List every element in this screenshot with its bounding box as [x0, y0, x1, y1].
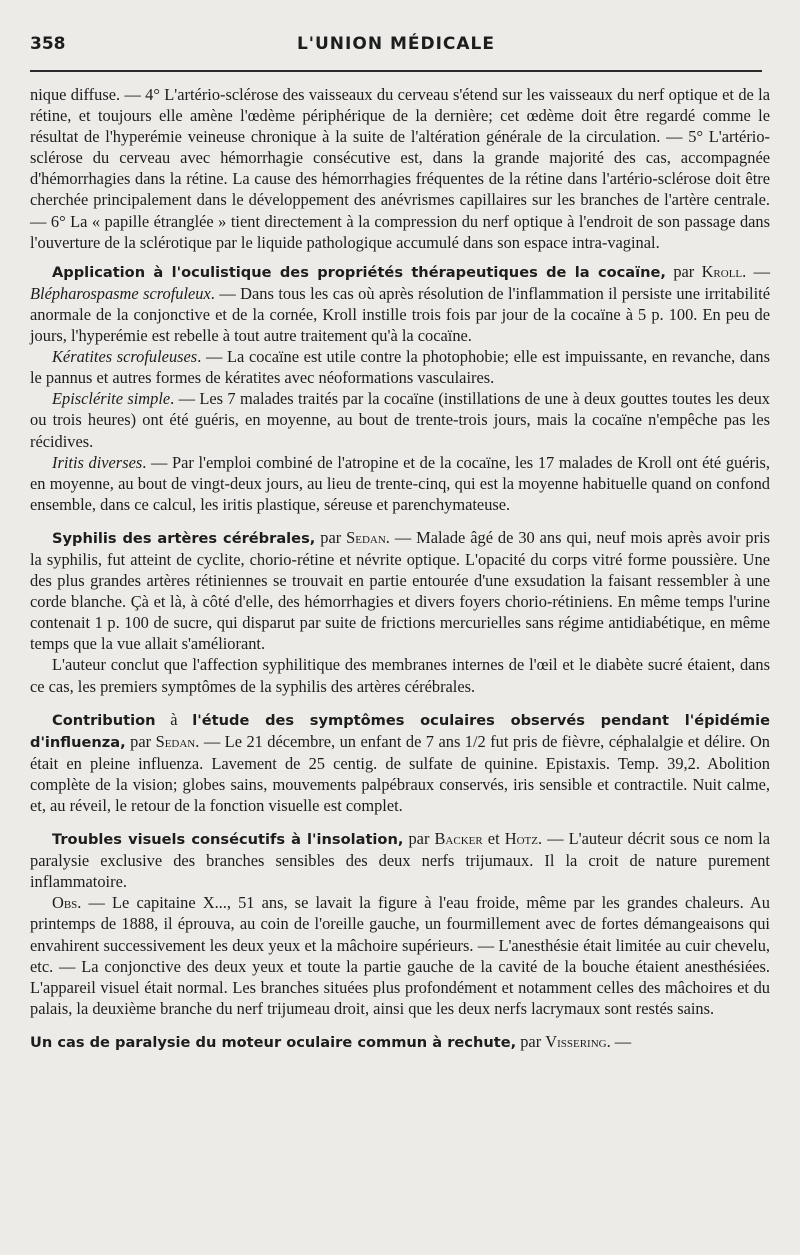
byline-par: par: [665, 261, 702, 281]
section-heading: Application à l'oculistique des propriétés thérapeutiques de la cocaïne,: [52, 263, 666, 281]
page-number: 358: [30, 34, 66, 54]
article-body: [30, 84, 770, 1053]
paragraph-observation: [30, 892, 770, 1019]
paragraph-text: . — La cocaïne est utile contre la photophobie; elle est impuissante, en revanche, dans le pannus et autres formes de kératites avec néoformations vasculaires.: [30, 347, 770, 388]
paragraph-text: . — Le 21 décembre, un enfant de 7 ans 1/2 fut pris de fièvre, céphalalgie et délire. On était en pleine influenza. Lavement de 25 centig. de sulfate de quinine. Epistaxis. Temp. 39,2. Abolition complète de la vision; globes sains, mouvements palpébraux conservés, iris sensible et contractile. Nuit calme, et, au réveil, le retour de la fonction visuelle est complet.: [30, 731, 771, 815]
paragraph-text: . — Le capitaine X..., 51 ans, se lavait la figure à l'eau froide, même par les grandes chaleurs. Au printemps de 1888, il éprouva, au coin de l'oreille gauche, un fourmillement avec de fortes démangeaisons qui envahirent successivement les deux yeux et la mâchoire supérieurs. — L'anesthésie était limitée au cuir chevelu, etc. — La conjonctive des deux yeux et toute la partie gauche de la cavité de la bouche étaient anesthésiées. L'appareil visuel était normal. Les branches situées plus profondément et notamment celles des mâchoires et du palais, la deuxième branche du nerf trijumeau droit, ainsi que les deux nerfs lacrymaux sont restés sains.: [30, 893, 770, 1018]
section-heading: Syphilis des artères cérébrales,: [52, 529, 316, 547]
paragraph-text: . — Les 7 malades traités par la cocaïne (instillations de une à deux gouttes toutes les deux ou trois heures) ont été guéris, en moyenne, au bout de trente-trois jours, mais la cocaïne n'empêche pas les récidives.: [30, 389, 770, 451]
paragraph-iritis: [30, 452, 770, 515]
author-name: Backer: [434, 829, 483, 849]
author-name: Sedan: [346, 527, 386, 547]
author-name: Sedan: [155, 731, 196, 751]
section-influenza: [30, 709, 770, 816]
paragraph-text: . —: [606, 1031, 632, 1051]
subheading: Iritis diverses: [52, 452, 143, 472]
author-name: Vissering: [545, 1031, 607, 1051]
separator: . —: [742, 261, 770, 281]
byline-par: par: [125, 731, 156, 751]
paragraph-text: . — Dans tous les cas où après résolution de l'inflammation il persiste une irritabilité anormale de la conjonctive et de la cornée, Kroll instille trois fois par jour de la cocaïne à 5 p. 100. En peu de jours, l'hyperémie est rebelle à tout autre traitement qu'à la cocaïne.: [30, 283, 770, 346]
section-heading-cont: l'étude des symptômes oculaires observés pendant l'épidémie d'influenza,: [30, 711, 770, 751]
author-name: Kroll: [701, 261, 743, 281]
paragraph-text: . — Par l'emploi combiné de l'atropine et de la cocaïne, les 17 malades de Kroll ont été guéris, en moyenne, au bout de vingt-deux jours, au lieu de trente-cinq, qui est la moyenne habituelle quand on confond ensemble, dans ce calcul, les iritis plastique, séreuse et parenchymateuse.: [30, 452, 770, 514]
section-syphilis: [30, 527, 770, 655]
subheading: Blépharospasme scrofuleux: [30, 283, 211, 303]
paragraph-episclerite: [30, 388, 770, 451]
subheading: Kératites scrofuleuses: [52, 347, 198, 367]
section-insolation: [30, 828, 770, 892]
section-paralysie: [30, 1031, 770, 1053]
connector: et: [482, 829, 505, 849]
connector: à: [155, 709, 193, 729]
byline-par: par: [516, 1031, 546, 1051]
subheading: Episclérite simple: [52, 389, 171, 409]
section-cocaine: [30, 261, 770, 346]
paragraph-continuation: nique diffuse. — 4° L'artério-sclérose des vaisseaux du cerveau s'étend sur les vaisseaux du nerf optique et de la rétine, et toujours elle amène l'œdème périphérique de la dernière; cet œdème doit être regardé comme le résultat de l'hyperémie veineuse chronique à la suite de l'altération générale de la circulation. — 5° L'artério-sclérose du cerveau avec hémorrhagie consécutive est, dans la grande majorité des cas, accompagnée d'hémorrhagies dans la rétine. La cause des hémorrhagies fréquentes de la rétine dans l'artério-sclérose doit être cherchée principalement dans le développement des anévrismes capillaires sur les branches de l'artère centrale. — 6° La « papille étranglée » tient directement à la compression du nerf optique à l'endroit de son passage dans l'ouverture de la sclérotique par le liquide pathologique accumulé dans son espace intra-vaginal.: [30, 85, 770, 252]
section-heading: Un cas de paralysie du moteur oculaire commun à rechute,: [30, 1033, 517, 1051]
page-header: [30, 34, 762, 72]
byline-par: par: [315, 527, 347, 547]
paragraph-conclusion: L'auteur conclut que l'affection syphilitique des membranes internes de l'œil et le diabète sucré étaient, dans ce cas, les premiers symptômes de la syphilis des artères cérébrales.: [30, 655, 770, 696]
running-title: L'UNION MÉDICALE: [296, 34, 496, 54]
section-heading: Contribution: [52, 711, 156, 729]
section-heading: Troubles visuels consécutifs à l'insolation,: [52, 831, 404, 849]
author-name: Hotz: [504, 829, 538, 849]
paragraph-text: . — Malade âgé de 30 ans qui, neuf mois après avoir pris la syphilis, fut atteint de cyclite, chorio-rétine et névrite optique. L'opacité du corps vitré forme poussière. Une des plus grandes artères rétiniennes se trouvait en partie entourée d'une exsudation la faisant ressembler à une corde blanche. Çà et là, à côté d'elle, des hémorrhagies et divers foyers chorio-rétiniens. En même temps l'urine contenait 1 p. 100 de sucre, qui disparut par suite de frictions mercurielles sans régime antidiabétique, en même temps que la vue allait s'améliorant.: [30, 527, 771, 654]
paragraph-keratites: [30, 346, 770, 388]
paragraph-text: . — L'auteur décrit sous ce nom la paralysie exclusive des branches sensibles des deux nerfs trijumaux. Il la croit de nature purement inflammatoire.: [30, 829, 770, 892]
obs-label: Obs: [52, 893, 78, 913]
byline-par: par: [403, 829, 435, 849]
